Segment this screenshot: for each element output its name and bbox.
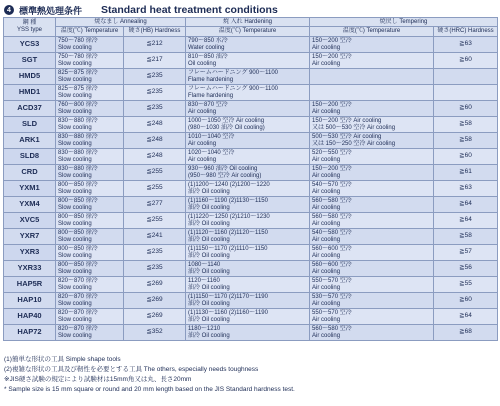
harden-temp-cell-line: (980～1030 油冷 Oil cooling): [188, 124, 265, 131]
temper-temp-cell: [310, 85, 434, 101]
harden-temp-cell-line: 1080～1140: [188, 262, 221, 268]
anneal-temp-cell-line: Slow cooling: [58, 108, 92, 115]
harden-temp-cell-line: フレームハードニング 900～1100: [188, 70, 278, 76]
anneal-temp-cell-line: Slow cooling: [58, 172, 92, 179]
grade-cell: YCS3: [4, 37, 56, 53]
anneal-temp-cell: [56, 213, 124, 229]
grade-cell: HAP72: [4, 325, 56, 341]
temper-temp-cell: [310, 245, 434, 261]
temper-temp-cell: [310, 181, 434, 197]
anneal-temp-cell-line: 800～850 徐冷: [58, 182, 98, 188]
anneal-temp-cell: [56, 37, 124, 53]
temper-temp-cell-line: 150～200 空冷: [312, 102, 352, 108]
temper-temp-cell: [310, 117, 434, 133]
harden-temp-cell: [186, 213, 310, 229]
table-row: [4, 293, 498, 309]
anneal-hardness-cell: ≦277: [124, 197, 186, 213]
header-anneal-temp: 温度(℃) Temperature: [56, 27, 124, 37]
harden-temp-cell: [186, 197, 310, 213]
harden-temp-cell: [186, 165, 310, 181]
grade-cell: YXR33: [4, 261, 56, 277]
harden-temp-cell-line: Oil cooling: [188, 60, 217, 67]
harden-temp-cell-line: 1180～1210: [188, 326, 221, 332]
temper-temp-cell-line: 560～600 空冷: [312, 262, 352, 268]
temper-hardness-cell: ≧57: [434, 245, 498, 261]
table-row: [4, 277, 498, 293]
temper-temp-cell-line: Air cooling: [312, 60, 341, 67]
anneal-hardness-cell: ≦269: [124, 277, 186, 293]
temper-temp-cell: [310, 53, 434, 69]
harden-temp-cell-line: 油冷 Oil cooling: [188, 236, 230, 243]
temper-hardness-cell: ≧56: [434, 261, 498, 277]
anneal-temp-cell: [56, 149, 124, 165]
anneal-temp-cell-line: Slow cooling: [58, 268, 92, 275]
page-title: [4, 3, 278, 17]
temper-temp-cell-line: 540～570 空冷: [312, 182, 352, 188]
anneal-hardness-cell: ≦255: [124, 213, 186, 229]
harden-temp-cell-line: 油冷 Oil cooling: [188, 284, 230, 291]
harden-temp-cell-line: 1010～1040 空冷: [188, 134, 235, 140]
anneal-hardness-cell: ≦235: [124, 261, 186, 277]
harden-temp-cell: [186, 133, 310, 149]
table-row: [4, 117, 498, 133]
temper-hardness-cell: ≧68: [434, 325, 498, 341]
anneal-temp-cell: [56, 309, 124, 325]
harden-temp-cell-line: 油冷 Oil cooling: [188, 252, 230, 259]
grade-cell: YXM4: [4, 197, 56, 213]
harden-temp-cell-line: Air cooling: [188, 156, 217, 163]
anneal-temp-cell: [56, 85, 124, 101]
temper-temp-cell-line: Air cooling: [312, 268, 341, 275]
table-row: [4, 101, 498, 117]
anneal-hardness-cell: ≦352: [124, 325, 186, 341]
temper-temp-cell: [310, 229, 434, 245]
temper-temp-cell: [310, 197, 434, 213]
anneal-temp-cell-line: Slow cooling: [58, 140, 92, 147]
temper-temp-cell-line: Air cooling: [312, 236, 341, 243]
harden-temp-cell-line: (1)1150～1170 (2)1110～1150: [188, 246, 268, 252]
harden-temp-cell-line: 油冷 Oil cooling: [188, 204, 230, 211]
temper-temp-cell-line: 540～580 空冷: [312, 230, 352, 236]
temper-temp-cell-line: 560～600 空冷: [312, 246, 352, 252]
table-row: [4, 197, 498, 213]
anneal-temp-cell-line: Slow cooling: [58, 92, 92, 99]
anneal-temp-cell-line: 760～800 徐冷: [58, 102, 98, 108]
table-row: [4, 53, 498, 69]
temper-temp-cell-line: Air cooling: [312, 204, 341, 211]
grade-cell: XVC5: [4, 213, 56, 229]
heat-treatment-table: [3, 17, 498, 341]
anneal-hardness-cell: ≦235: [124, 85, 186, 101]
anneal-temp-cell-line: 800～850 徐冷: [58, 246, 98, 252]
anneal-hardness-cell: ≦248: [124, 149, 186, 165]
harden-temp-cell: [186, 53, 310, 69]
harden-temp-cell: [186, 245, 310, 261]
harden-temp-cell-line: Air cooling: [188, 140, 217, 147]
temper-temp-cell-line: 150～200 空冷: [312, 166, 352, 172]
temper-temp-cell-line: Air cooling: [312, 316, 341, 323]
anneal-hardness-cell: ≦248: [124, 117, 186, 133]
temper-temp-cell-line: 500～530 空冷 Air cooling: [312, 134, 382, 140]
harden-temp-cell-line: (1)1120～1160 (2)1120～1150: [188, 230, 268, 236]
anneal-hardness-cell: ≦269: [124, 309, 186, 325]
temper-temp-cell-line: Air cooling: [312, 252, 341, 259]
anneal-temp-cell: [56, 53, 124, 69]
anneal-hardness-cell: ≦241: [124, 229, 186, 245]
anneal-hardness-cell: ≦217: [124, 53, 186, 69]
harden-temp-cell: [186, 117, 310, 133]
anneal-temp-cell-line: 830～880 徐冷: [58, 150, 98, 156]
grade-cell: HAP5R: [4, 277, 56, 293]
header-hardening: 焼 入れ Hardening: [186, 18, 310, 27]
table-row: [4, 69, 498, 85]
temper-hardness-cell: ≧60: [434, 293, 498, 309]
temper-temp-cell: [310, 293, 434, 309]
table-row: [4, 245, 498, 261]
grade-cell: YXR3: [4, 245, 56, 261]
anneal-temp-cell-line: Slow cooling: [58, 284, 92, 291]
harden-temp-cell: [186, 293, 310, 309]
header-temper-hardness: 硬さ(HRC) Hardness: [434, 27, 498, 37]
temper-temp-cell-line: Air cooling: [312, 172, 341, 179]
temper-temp-cell: [310, 213, 434, 229]
harden-temp-cell: [186, 277, 310, 293]
harden-temp-cell-line: 790～850 水冷: [188, 38, 228, 44]
anneal-temp-cell-line: 800～850 徐冷: [58, 262, 98, 268]
harden-temp-cell-line: 810～850 油冷: [188, 54, 228, 60]
harden-temp-cell-line: 1120～1160: [188, 278, 220, 284]
anneal-temp-cell-line: Slow cooling: [58, 44, 92, 51]
harden-temp-cell: [186, 325, 310, 341]
grade-cell: SGT: [4, 53, 56, 69]
temper-hardness-cell: ≧64: [434, 309, 498, 325]
temper-hardness-cell: ≧61: [434, 165, 498, 181]
temper-temp-cell: [310, 149, 434, 165]
temper-temp-cell-line: Air cooling: [312, 332, 341, 339]
anneal-temp-cell: [56, 245, 124, 261]
harden-temp-cell-line: 油冷 Oil cooling: [188, 220, 230, 227]
temper-temp-cell: [310, 309, 434, 325]
harden-temp-cell-line: (1)1220～1250 (2)1210～1230: [188, 214, 270, 220]
anneal-temp-cell: [56, 261, 124, 277]
anneal-temp-cell-line: Slow cooling: [58, 188, 92, 195]
harden-temp-cell-line: 油冷 Oil cooling: [188, 316, 230, 323]
harden-temp-cell-line: Flame hardening: [188, 92, 234, 99]
table-row: [4, 165, 498, 181]
harden-temp-cell-line: 油冷 Oil cooling: [188, 188, 230, 195]
footnote: ※JIS硬さ試験の規定により試験材は15mm角又は丸、長さ20mm: [4, 376, 192, 383]
grade-cell: ARK1: [4, 133, 56, 149]
temper-hardness-cell: ≧63: [434, 181, 498, 197]
anneal-temp-cell: [56, 325, 124, 341]
harden-temp-cell-line: 930～960 油冷 Oil cooling: [188, 166, 258, 172]
anneal-hardness-cell: ≦235: [124, 69, 186, 85]
temper-temp-cell: [310, 325, 434, 341]
table-row: [4, 149, 498, 165]
table-row: [4, 309, 498, 325]
temper-temp-cell-line: Air cooling: [312, 108, 341, 115]
temper-hardness-cell: ≧63: [434, 37, 498, 53]
harden-temp-cell: [186, 85, 310, 101]
anneal-temp-cell-line: Slow cooling: [58, 204, 92, 211]
harden-temp-cell-line: 830～870 空冷: [188, 102, 228, 108]
anneal-temp-cell: [56, 229, 124, 245]
temper-temp-cell-line: 又は 500～530 空冷 Air cooling: [312, 124, 396, 131]
temper-hardness-cell: ≧58: [434, 229, 498, 245]
footnote: (2)複雑な形状の工具及び靭性を必要とする工具 The others, especially needs toughness: [4, 366, 259, 373]
temper-hardness-cell: ≧64: [434, 197, 498, 213]
anneal-hardness-cell: ≦212: [124, 37, 186, 53]
temper-temp-cell: [310, 37, 434, 53]
grade-cell: YXR7: [4, 229, 56, 245]
harden-temp-cell: [186, 261, 310, 277]
harden-temp-cell: [186, 149, 310, 165]
anneal-temp-cell-line: Slow cooling: [58, 220, 92, 227]
anneal-temp-cell-line: Slow cooling: [58, 252, 92, 259]
temper-hardness-cell: ≧55: [434, 277, 498, 293]
anneal-temp-cell-line: Slow cooling: [58, 332, 92, 339]
temper-hardness-cell: ≧60: [434, 101, 498, 117]
table-row: [4, 229, 498, 245]
anneal-temp-cell-line: Slow cooling: [58, 236, 92, 243]
temper-hardness-cell: ≧64: [434, 213, 498, 229]
temper-temp-cell-line: Air cooling: [312, 300, 341, 307]
anneal-temp-cell-line: Slow cooling: [58, 76, 92, 83]
temper-temp-cell: [310, 165, 434, 181]
anneal-temp-cell-line: 820～870 徐冷: [58, 310, 98, 316]
title-jp: 標準熱処理条件: [19, 5, 83, 16]
table-row: [4, 133, 498, 149]
grade-cell: CRD: [4, 165, 56, 181]
anneal-temp-cell-line: 820～870 徐冷: [58, 326, 98, 332]
temper-temp-cell-line: 150～200 空冷: [312, 38, 352, 44]
anneal-temp-cell: [56, 117, 124, 133]
harden-temp-cell-line: 1000～1050 空冷 Air cooling: [188, 118, 265, 124]
temper-temp-cell-line: Air cooling: [312, 284, 341, 291]
footnote: (1)簡単な形状の工具 Simple shape tools: [4, 356, 121, 363]
temper-temp-cell: [310, 69, 434, 85]
title-en: Standard heat treatment conditions: [101, 4, 278, 16]
anneal-temp-cell: [56, 293, 124, 309]
temper-temp-cell-line: 560～580 空冷: [312, 198, 352, 204]
anneal-temp-cell-line: Slow cooling: [58, 60, 92, 67]
footnotes: [4, 355, 295, 395]
anneal-hardness-cell: ≦235: [124, 245, 186, 261]
harden-temp-cell-line: 油冷 Oil cooling: [188, 268, 230, 275]
footnote: * Sample size is 15 mm square or round and 20 mm length based on the JIS Standard hardness test.: [4, 386, 295, 393]
header-annealing: 焼なまし Annealing: [56, 18, 186, 27]
grade-cell: YXM1: [4, 181, 56, 197]
temper-temp-cell-line: 150～200 空冷 Air cooling: [312, 118, 382, 124]
temper-temp-cell-line: 550～570 空冷: [312, 310, 352, 316]
temper-temp-cell-line: Air cooling: [312, 188, 341, 195]
temper-temp-cell-line: 560～580 空冷: [312, 326, 352, 332]
anneal-temp-cell-line: Slow cooling: [58, 316, 92, 323]
temper-hardness-cell: ≧58: [434, 117, 498, 133]
temper-temp-cell-line: Air cooling: [312, 220, 341, 227]
temper-temp-cell-line: 150～200 空冷: [312, 54, 352, 60]
temper-temp-cell-line: 550～570 空冷: [312, 278, 352, 284]
temper-hardness-cell: [434, 85, 498, 101]
temper-hardness-cell: ≧60: [434, 149, 498, 165]
anneal-temp-cell-line: 800～850 徐冷: [58, 230, 98, 236]
harden-temp-cell-line: 油冷 Oil cooling: [188, 332, 230, 339]
temper-temp-cell-line: Air cooling: [312, 156, 341, 163]
anneal-temp-cell: [56, 101, 124, 117]
anneal-temp-cell: [56, 133, 124, 149]
table-row: [4, 37, 498, 53]
temper-hardness-cell: [434, 69, 498, 85]
anneal-temp-cell: [56, 69, 124, 85]
anneal-temp-cell-line: 820～870 徐冷: [58, 278, 98, 284]
anneal-hardness-cell: ≦235: [124, 101, 186, 117]
anneal-temp-cell: [56, 197, 124, 213]
harden-temp-cell-line: (1)1200～1240 (2)1200～1220: [188, 182, 270, 188]
harden-temp-cell: [186, 101, 310, 117]
anneal-temp-cell-line: Slow cooling: [58, 300, 92, 307]
table-row: [4, 85, 498, 101]
header-anneal-hardness: 硬さ(HB) Hardness: [124, 27, 186, 37]
harden-temp-cell-line: 油冷 Oil cooling: [188, 300, 230, 307]
anneal-temp-cell: [56, 165, 124, 181]
temper-temp-cell-line: 又は 150～250 空冷 Air cooling: [312, 140, 396, 147]
grade-cell: HMD5: [4, 69, 56, 85]
anneal-temp-cell-line: 830～880 徐冷: [58, 118, 98, 124]
grade-cell: SLD: [4, 117, 56, 133]
anneal-temp-cell: [56, 277, 124, 293]
harden-temp-cell: [186, 309, 310, 325]
harden-temp-cell-line: (1)1150～1170 (2)1170～1190: [188, 294, 268, 300]
table-row: [4, 325, 498, 341]
table-row: [4, 261, 498, 277]
anneal-hardness-cell: ≦248: [124, 133, 186, 149]
anneal-temp-cell-line: 825～875 徐冷: [58, 86, 98, 92]
anneal-temp-cell-line: 830～880 徐冷: [58, 166, 98, 172]
header-temper-temp: 温度(℃) Temperature: [310, 27, 434, 37]
anneal-temp-cell-line: 800～850 徐冷: [58, 198, 98, 204]
section-number-badge: 4: [4, 5, 14, 15]
table-row: [4, 213, 498, 229]
grade-cell: SLD8: [4, 149, 56, 165]
temper-temp-cell: [310, 101, 434, 117]
anneal-temp-cell-line: Slow cooling: [58, 156, 92, 163]
anneal-temp-cell-line: 750～780 徐冷: [58, 38, 98, 44]
temper-temp-cell-line: Air cooling: [312, 44, 341, 51]
harden-temp-cell: [186, 69, 310, 85]
harden-temp-cell: [186, 37, 310, 53]
harden-temp-cell-line: Air cooling: [188, 108, 217, 115]
temper-temp-cell: [310, 277, 434, 293]
harden-temp-cell-line: 1020～1040 空冷: [188, 150, 235, 156]
harden-temp-cell-line: (950～980 空冷 Air cooling): [188, 172, 262, 179]
harden-temp-cell-line: Flame hardening: [188, 76, 234, 83]
header-harden-temp: 温度(℃) Temperature: [186, 27, 310, 37]
grade-cell: ACD37: [4, 101, 56, 117]
anneal-temp-cell-line: 800～850 徐冷: [58, 214, 98, 220]
anneal-hardness-cell: ≦269: [124, 293, 186, 309]
harden-temp-cell-line: (1)1130～1160 (2)1160～1190: [188, 310, 268, 316]
temper-hardness-cell: ≧60: [434, 53, 498, 69]
header-grade: 鋼 種 YSS type: [4, 18, 56, 37]
temper-temp-cell-line: 530～570 空冷: [312, 294, 352, 300]
anneal-hardness-cell: ≦255: [124, 165, 186, 181]
grade-cell: HAP10: [4, 293, 56, 309]
header-tempering: 焼戻し Tempering: [310, 18, 498, 27]
anneal-temp-cell-line: 825～875 徐冷: [58, 70, 98, 76]
grade-cell: HMD1: [4, 85, 56, 101]
temper-temp-cell: [310, 261, 434, 277]
anneal-temp-cell-line: 830～880 徐冷: [58, 134, 98, 140]
grade-cell: HAP40: [4, 309, 56, 325]
temper-temp-cell-line: 520～550 空冷: [312, 150, 352, 156]
harden-temp-cell-line: フレームハードニング 900～1100: [188, 86, 278, 92]
anneal-temp-cell-line: 750～780 徐冷: [58, 54, 98, 60]
table-row: [4, 181, 498, 197]
anneal-temp-cell-line: Slow cooling: [58, 124, 92, 131]
harden-temp-cell: [186, 181, 310, 197]
anneal-temp-cell: [56, 181, 124, 197]
temper-temp-cell: [310, 133, 434, 149]
anneal-hardness-cell: ≦255: [124, 181, 186, 197]
harden-temp-cell-line: Water cooling: [188, 44, 225, 51]
harden-temp-cell-line: (1)1160～1190 (2)1130～1150: [188, 198, 268, 204]
temper-hardness-cell: ≧58: [434, 133, 498, 149]
temper-temp-cell-line: 560～580 空冷: [312, 214, 352, 220]
anneal-temp-cell-line: 820～870 徐冷: [58, 294, 98, 300]
harden-temp-cell: [186, 229, 310, 245]
